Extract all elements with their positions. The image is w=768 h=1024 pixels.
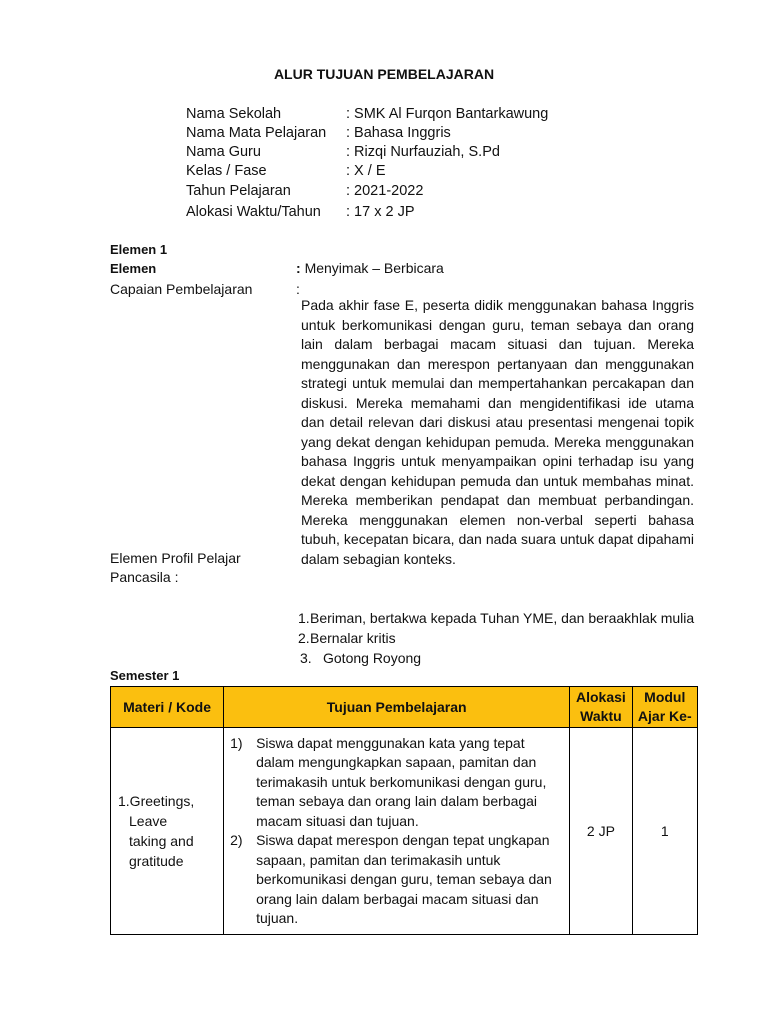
info-label: Nama Guru xyxy=(186,144,261,160)
list-text: Bernalar kritis xyxy=(310,630,396,646)
profil-label-line: Pancasila : xyxy=(110,569,179,585)
list-text: Beriman, bertakwa kepada Tuhan YME, dan beraakhlak mulia xyxy=(310,610,695,626)
objective-item xyxy=(230,734,565,832)
objective-number: 1) xyxy=(230,734,243,751)
learning-objectives-table xyxy=(110,686,698,935)
cp-label: Capaian Pembelajaran xyxy=(110,281,253,297)
info-value: : 2021-2022 xyxy=(346,183,424,199)
profil-list xyxy=(298,608,694,668)
list-number: 3. xyxy=(300,650,312,666)
list-number: 2. xyxy=(298,630,310,646)
element-label: Elemen xyxy=(110,261,157,276)
info-value: : Bahasa Inggris xyxy=(346,125,451,141)
cell-materi xyxy=(111,728,224,935)
materi-line: gratitude xyxy=(129,853,184,869)
semester-heading: Semester 1 xyxy=(110,668,180,683)
header-modul-line: Modul xyxy=(644,689,686,705)
cell-modul: 1 xyxy=(632,728,697,935)
objective-text: Siswa dapat merespon dengan tepat ungkapan sapaan, pamitan dan terimakasih untuk berkomunikasi dengan guru, teman sebaya dan orang lain dalam berbagai macam situasi dan tujuan. xyxy=(256,832,552,926)
header-materi: Materi / Kode xyxy=(111,687,224,728)
objective-number: 2) xyxy=(230,832,243,848)
info-value: : SMK Al Furqon Bantarkawung xyxy=(346,106,549,122)
cp-paragraph: Pada akhir fase E, peserta didik menggunakan bahasa Inggris untuk berkomunikasi dengan guru, teman sebaya dan orang lain dalam berbagai macam situasi dan tujuan. Mereka menggunakan dan merespon pertanyaan dan menggunakan strategi untuk memulai dan mempertahankan percakapan dan diskusi. Mereka memahami dan mengidentifikasi ide utama dan detail relevan dari diskusi atau presentasi mengenai topik yang dekat dengan kehidupan pemuda. Mereka menggunakan bahasa Inggris untuk menyampaikan opini terhadap isu yang dekat dengan kehidupan pemuda dan untuk membahas minat. Mereka memberikan pendapat dan membuat perbandingan. Mereka menggunakan elemen non-verbal seperti bahasa tubuh, kecepatan bicara, dan nada suara untuk dapat dipahami dalam sebagian konteks. xyxy=(301,297,694,567)
info-label: Nama Mata Pelajaran xyxy=(186,125,327,141)
element-heading: Elemen 1 xyxy=(110,242,168,257)
info-value: : 17 x 2 JP xyxy=(346,204,415,220)
list-item xyxy=(298,608,694,628)
list-number: 1. xyxy=(298,610,310,626)
info-label: Nama Sekolah xyxy=(186,106,282,122)
info-label: Kelas / Fase xyxy=(186,163,267,179)
list-item xyxy=(298,648,694,668)
element-colon: : xyxy=(296,260,301,276)
table-row xyxy=(111,728,698,935)
header-modul-line: Ajar Ke- xyxy=(637,708,692,724)
profil-label xyxy=(110,549,241,587)
info-value: : Rizqi Nurfauziah, S.Pd xyxy=(346,144,500,160)
cell-alokasi: 2 JP xyxy=(570,728,632,935)
header-alokasi-line: Alokasi xyxy=(576,689,626,705)
materi-line: Leave xyxy=(129,813,168,829)
cp-colon: : xyxy=(296,281,300,297)
list-item xyxy=(298,628,694,648)
objective-text: Siswa dapat menggunakan kata yang tepat dalam mengungkapkan sapaan, pamitan dan terimakasih untuk berkomunikasi dengan guru, teman sebaya dan orang lain dalam berbagai macam situasi dan tujuan. xyxy=(256,734,547,829)
header-tujuan: Tujuan Pembelajaran xyxy=(224,687,570,728)
header-alokasi-line: Waktu xyxy=(580,708,622,724)
objective-item xyxy=(230,831,565,929)
materi-line: 1.Greetings, xyxy=(118,793,195,809)
materi-line: taking and xyxy=(129,833,194,849)
header-alokasi xyxy=(570,687,632,728)
element-value-line xyxy=(296,260,444,276)
cell-tujuan xyxy=(224,728,570,935)
list-text: Gotong Royong xyxy=(323,650,422,666)
table-header-row xyxy=(111,687,698,728)
header-modul xyxy=(632,687,697,728)
page-title: ALUR TUJUAN PEMBELAJARAN xyxy=(273,66,495,82)
element-value: Menyimak – Berbicara xyxy=(304,260,444,276)
profil-label-line: Elemen Profil Pelajar xyxy=(110,550,241,566)
info-value: : X / E xyxy=(346,163,386,179)
info-label: Alokasi Waktu/Tahun xyxy=(186,204,321,220)
info-label: Tahun Pelajaran xyxy=(186,183,291,199)
